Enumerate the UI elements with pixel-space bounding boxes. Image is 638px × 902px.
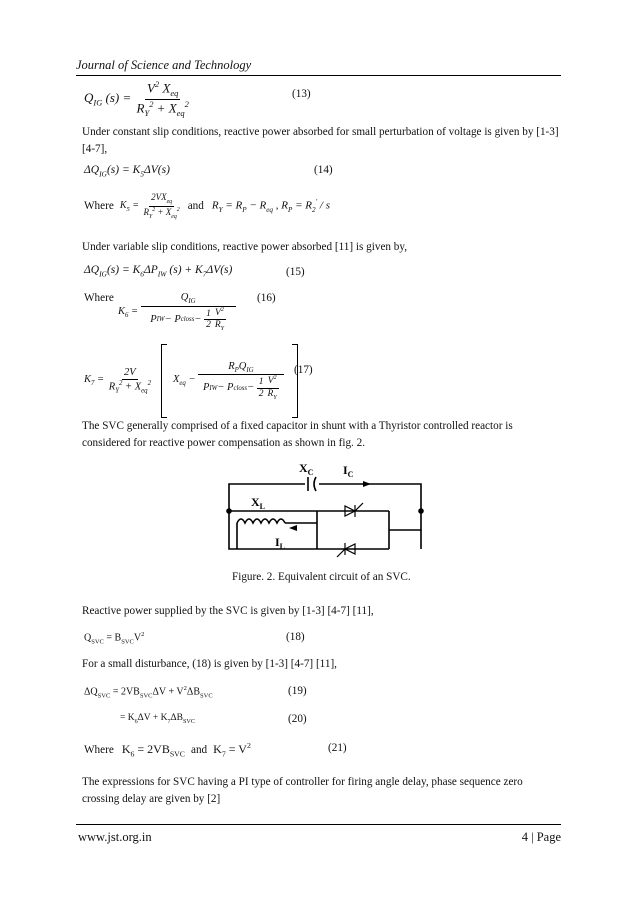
label-il: $I_L$: [275, 535, 286, 551]
equation-18: $Q_{SVC} = B_{SVC}V^2$: [84, 631, 145, 646]
header-rule: [76, 75, 561, 76]
journal-title: Journal of Science and Technology: [76, 58, 252, 72]
paragraph: For a small disturbance, (18) is given by [1-3] [4-7] [11],: [82, 658, 337, 670]
svc-circuit-diagram: [205, 455, 445, 565]
paragraph: The expressions for SVC having a PI type of controller for firing angle delay, phase sequence zero crossing delay are given by [2]: [82, 776, 523, 805]
equation-number: (13): [292, 88, 311, 100]
equation-number: (20): [288, 713, 307, 725]
equation-number: (21): [328, 742, 347, 754]
il-arrow: [289, 525, 297, 531]
equation-15: $\Delta Q_{IG}(s) = K_6\Delta P_{IW}$ $(s) + K_7\Delta V(s)$: [84, 264, 233, 279]
paragraph: Reactive power supplied by the SVC is given by [1-3] [4-7] [11],: [82, 605, 374, 617]
where-line-3: Where $K_6 = 2VB_{SVC}$ and $K_7 = V^2$: [84, 741, 251, 759]
equation-19: $\Delta Q_{SVC} = 2VB_{SVC}\Delta V + V^2\Delta B_{SVC}$: [84, 685, 213, 700]
equation-20: = $K_6\Delta V + K_7\Delta B_{SVC}$: [120, 713, 195, 725]
equation-number: (14): [314, 164, 333, 176]
equation-14: $\Delta Q_{IG}(s) = K_5\Delta V(s)$: [84, 164, 170, 179]
equation-number: (16): [257, 292, 276, 304]
footer-url: www.jst.org.in: [78, 830, 152, 844]
footer-rule: [76, 824, 561, 825]
page-number: 4 | Page: [521, 830, 561, 844]
where-label: Where: [84, 743, 114, 756]
paragraph: The SVC generally comprised of a fixed capacitor in shunt with a Thyristor controlled reactor is considered for reactive power compensation as shown in fig. 2.: [82, 420, 513, 449]
where-line-1: Where $K_5$ = $\frac{2VX_{eq}}{R_Y^2 + X_{eq}^2}$ and $R_Y = R_P - R_{eq}$ , $R_P = R_2' / s$: [84, 192, 330, 220]
where-label: Where: [84, 292, 114, 304]
equation-number: (15): [286, 266, 305, 278]
paragraph: Under constant slip conditions, reactive power absorbed for small perturbation of voltage is given by [1-3] [4-7],: [82, 126, 559, 155]
where-label: Where: [84, 200, 114, 213]
label-ic: $I_C$: [343, 463, 354, 479]
figure-caption: Figure. 2. Equivalent circuit of an SVC.: [232, 571, 411, 583]
paragraph: Under variable slip conditions, reactive power absorbed [11] is given by,: [82, 241, 408, 253]
label-xl: $X_L$: [251, 495, 266, 511]
equation-13: $Q_{IG}$ (s) = $\frac{V^2 X_{eq}}{R_Y^2 + X_{eq}^2}$: [84, 79, 189, 118]
and-label: and: [191, 743, 208, 756]
equation-number: (17): [294, 364, 313, 376]
equation-16: $K_6$ = $Q_{IG}$ P IW − P closs − $\frac{1}{2}$ $\frac{V^2}{R_Y}$: [118, 292, 236, 333]
equation-number: (19): [288, 685, 307, 697]
ic-arrow: [363, 481, 371, 487]
and-label: and: [187, 200, 204, 213]
label-xc: $X_C$: [299, 461, 314, 477]
equation-number: (18): [286, 631, 305, 643]
equation-17: $K_7$ = $\frac{2V}{R_Y^2 + X_{eq}^2}$ $X_{eq}$ − $R_PQ_{IG}$ P IW − P closs − $\frac{1}{2}$ $\frac{V^2}{R_Y}$: [84, 344, 298, 418]
